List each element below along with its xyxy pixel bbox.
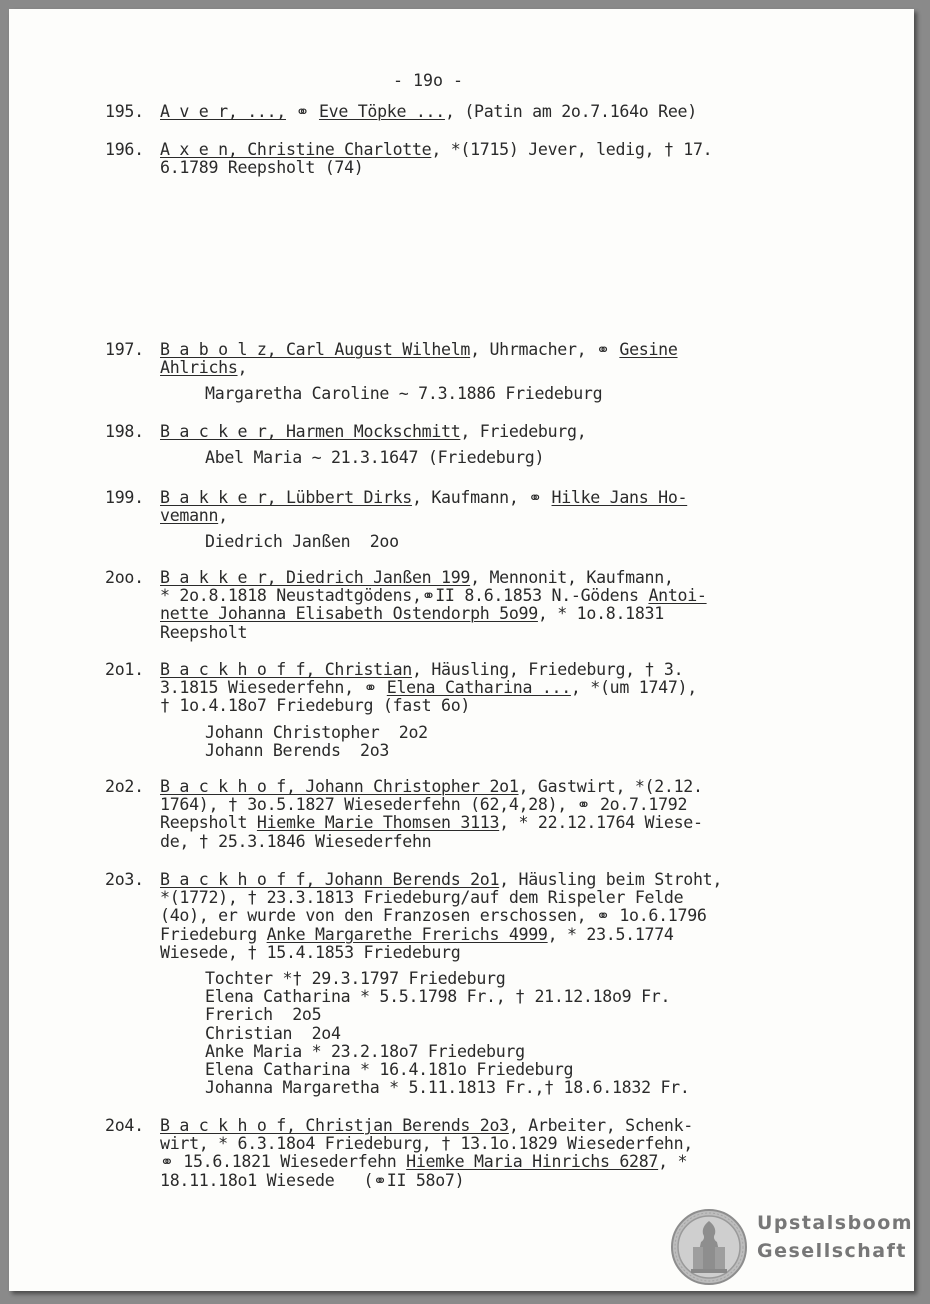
child-line: Johanna Margaretha * 5.11.1813 Fr.,† 18.6.1832 Fr. xyxy=(205,1078,690,1098)
name-segment: Gesine xyxy=(619,340,678,359)
text-segment: Reepsholt xyxy=(160,622,248,642)
child-line: Anke Maria * 23.2.18o7 Friedeburg xyxy=(205,1041,525,1061)
entry-line xyxy=(160,159,364,177)
child-line: Tochter *† 29.3.1797 Friedeburg xyxy=(205,969,506,988)
entry-number: 2oo. xyxy=(105,568,144,587)
text-segment: , * 1o.8.1831 xyxy=(537,604,664,624)
child-line: Elena Catharina * 16.4.181o Friedeburg xyxy=(205,1060,574,1079)
name-segment: A v e r, ..., xyxy=(160,102,286,121)
text-segment: , * xyxy=(658,1152,688,1172)
entry-line xyxy=(160,624,247,642)
text-segment: 6.1789 Reepsholt (74) xyxy=(160,158,364,178)
child-line: Frerich 2o5 xyxy=(205,1005,322,1025)
name-segment: Anke Margarethe Frerichs 4999 xyxy=(266,924,548,944)
entry-line xyxy=(160,697,470,715)
text-segment: , Kaufmann, ⚭ xyxy=(411,488,552,507)
entry-line xyxy=(160,907,707,925)
name-segment: Elena Catharina ... xyxy=(386,678,571,698)
entry-line xyxy=(160,103,697,121)
name-segment: vemann xyxy=(160,506,219,526)
text-segment: ⚭ 15.6.1821 Wiesederfehn xyxy=(160,1152,407,1172)
child-line: Christian 2o4 xyxy=(205,1023,341,1043)
child-line: Elena Catharina * 5.5.1798 Fr., † 21.12.18o9 Fr. xyxy=(205,987,671,1007)
child-line: Diedrich Janßen 2oo xyxy=(205,532,399,552)
entry-line xyxy=(160,587,707,605)
entry-number: 2o3. xyxy=(105,870,144,889)
entry-line xyxy=(160,569,674,587)
child-line: Margaretha Caroline ~ 7.3.1886 Friedeburg xyxy=(205,384,603,404)
upstalsboom-seal-icon xyxy=(669,1207,749,1287)
name-segment: B a b o l z, Carl August Wilhelm xyxy=(160,340,471,359)
text-segment: * 2o.8.1818 Neustadtgödens,⚭II 8.6.1853 N.-Gödens xyxy=(160,586,649,606)
entry-line xyxy=(160,778,703,796)
entry-line xyxy=(160,1117,693,1135)
text-segment: , Arbeiter, Schenk- xyxy=(508,1116,693,1135)
text-segment: 3.1815 Wiesederfehn, ⚭ xyxy=(160,678,387,698)
name-segment: Antoi- xyxy=(648,586,707,606)
text-segment: wirt, * 6.3.18o4 Friedeburg, † 13.1o.1829 Wiesederfehn, xyxy=(160,1134,693,1154)
text-segment: 1764), † 3o.5.1827 Wiesederfehn (62,4,28), ⚭ 2o.7.1792 xyxy=(160,795,688,815)
entry-line xyxy=(160,814,703,832)
text-segment: (4o), er wurde von den Franzosen erschossen, ⚭ 1o.6.1796 xyxy=(160,906,707,926)
text-segment: 18.11.18o1 Wiesede (⚭II 58o7) xyxy=(160,1170,465,1190)
entry-line xyxy=(160,341,678,359)
text-segment: ⚭ xyxy=(285,102,319,121)
entry-line xyxy=(160,489,687,507)
name-segment: Hiemke Marie Thomsen 3113 xyxy=(256,813,500,833)
text-segment: † 1o.4.18o7 Friedeburg (fast 6o) xyxy=(160,696,471,716)
entry-line xyxy=(160,661,683,679)
entry-line xyxy=(160,1135,693,1153)
name-segment: Hilke Jans Ho- xyxy=(551,488,688,507)
entry-number: 2o1. xyxy=(105,660,144,679)
entry-line xyxy=(160,507,228,525)
text-segment: , xyxy=(237,358,248,378)
text-segment: , (Patin am 2o.7.164o Ree) xyxy=(444,102,697,121)
text-segment: , Mennonit, Kaufmann, xyxy=(470,568,674,587)
entry-number: 197. xyxy=(105,340,144,359)
entry-number: 196. xyxy=(105,140,144,159)
text-segment: , * 23.5.1774 xyxy=(547,924,674,944)
entry-line xyxy=(160,141,712,159)
text-segment: , *(1715) Jever, ledig, † 17. xyxy=(431,140,713,159)
name-segment: B a c k h o f f, Christian xyxy=(160,660,412,679)
entry-number: 195. xyxy=(105,102,144,121)
text-segment: , Uhrmacher, ⚭ xyxy=(470,340,620,359)
entry-line xyxy=(160,944,460,962)
text-segment: *(1772), † 23.3.1813 Friedeburg/auf dem Rispeler Felde xyxy=(160,888,684,908)
child-line: Abel Maria ~ 21.3.1647 (Friedeburg) xyxy=(205,448,545,468)
name-segment: Ahlrichs xyxy=(160,358,238,378)
text-segment: Wiesede, † 15.4.1853 Friedeburg xyxy=(160,942,461,962)
text-segment: , Gastwirt, *(2.12. xyxy=(518,777,703,796)
name-segment: B a c k h o f, Christjan Berends 2o3 xyxy=(160,1116,509,1135)
child-line: Johann Berends 2o3 xyxy=(205,740,390,760)
logo-line-1: Upstalsboom xyxy=(757,1212,914,1234)
entry-number: 2o4. xyxy=(105,1116,144,1135)
page-number: - 19o - xyxy=(393,71,463,90)
document-page xyxy=(9,9,914,1291)
text-segment: , Häusling beim Stroht, xyxy=(499,870,723,889)
name-segment: B a c k h o f, Johann Christopher 2o1 xyxy=(160,777,519,796)
name-segment: B a c k e r, Harmen Mockschmitt xyxy=(160,422,461,441)
entry-line xyxy=(160,871,722,889)
entry-number: 198. xyxy=(105,422,144,441)
text-segment: , xyxy=(218,506,228,526)
text-segment: , Häusling, Friedeburg, † 3. xyxy=(411,660,684,679)
entry-number: 199. xyxy=(105,488,144,507)
child-line: Johann Christopher 2o2 xyxy=(205,722,428,742)
text-segment: , Friedeburg, xyxy=(460,422,587,441)
entry-line xyxy=(160,1172,464,1190)
society-logo xyxy=(669,1207,914,1287)
text-segment: , * 22.12.1764 Wiese- xyxy=(499,813,703,833)
entry-line xyxy=(160,796,687,814)
entry-line xyxy=(160,833,431,851)
entry-line xyxy=(160,423,586,441)
name-segment: nette Johanna Elisabeth Ostendorph 5o99 xyxy=(160,604,538,624)
entry-line xyxy=(160,679,697,697)
entry-line xyxy=(160,889,683,907)
entry-line xyxy=(160,359,247,377)
text-segment: Friedeburg xyxy=(160,924,267,944)
name-segment: B a c k h o f f, Johann Berends 2o1 xyxy=(160,870,500,889)
logo-line-2: Gesellschaft xyxy=(757,1240,907,1262)
entry-line xyxy=(160,1153,687,1171)
text-segment: Reepsholt xyxy=(160,813,257,833)
entry-number: 2o2. xyxy=(105,777,144,796)
name-segment: B a k k e r, Lübbert Dirks xyxy=(160,488,412,507)
text-segment: de, † 25.3.1846 Wiesederfehn xyxy=(160,831,432,851)
entry-line xyxy=(160,605,664,623)
name-segment: Eve Töpke ... xyxy=(318,102,445,121)
text-segment: , *(um 1747), xyxy=(570,678,697,698)
name-segment: Hiemke Maria Hinrichs 6287 xyxy=(406,1152,659,1172)
name-segment: A x e n, Christine Charlotte xyxy=(160,140,432,159)
name-segment: B a k k e r, Diedrich Janßen 199 xyxy=(160,568,471,587)
entry-line xyxy=(160,926,674,944)
